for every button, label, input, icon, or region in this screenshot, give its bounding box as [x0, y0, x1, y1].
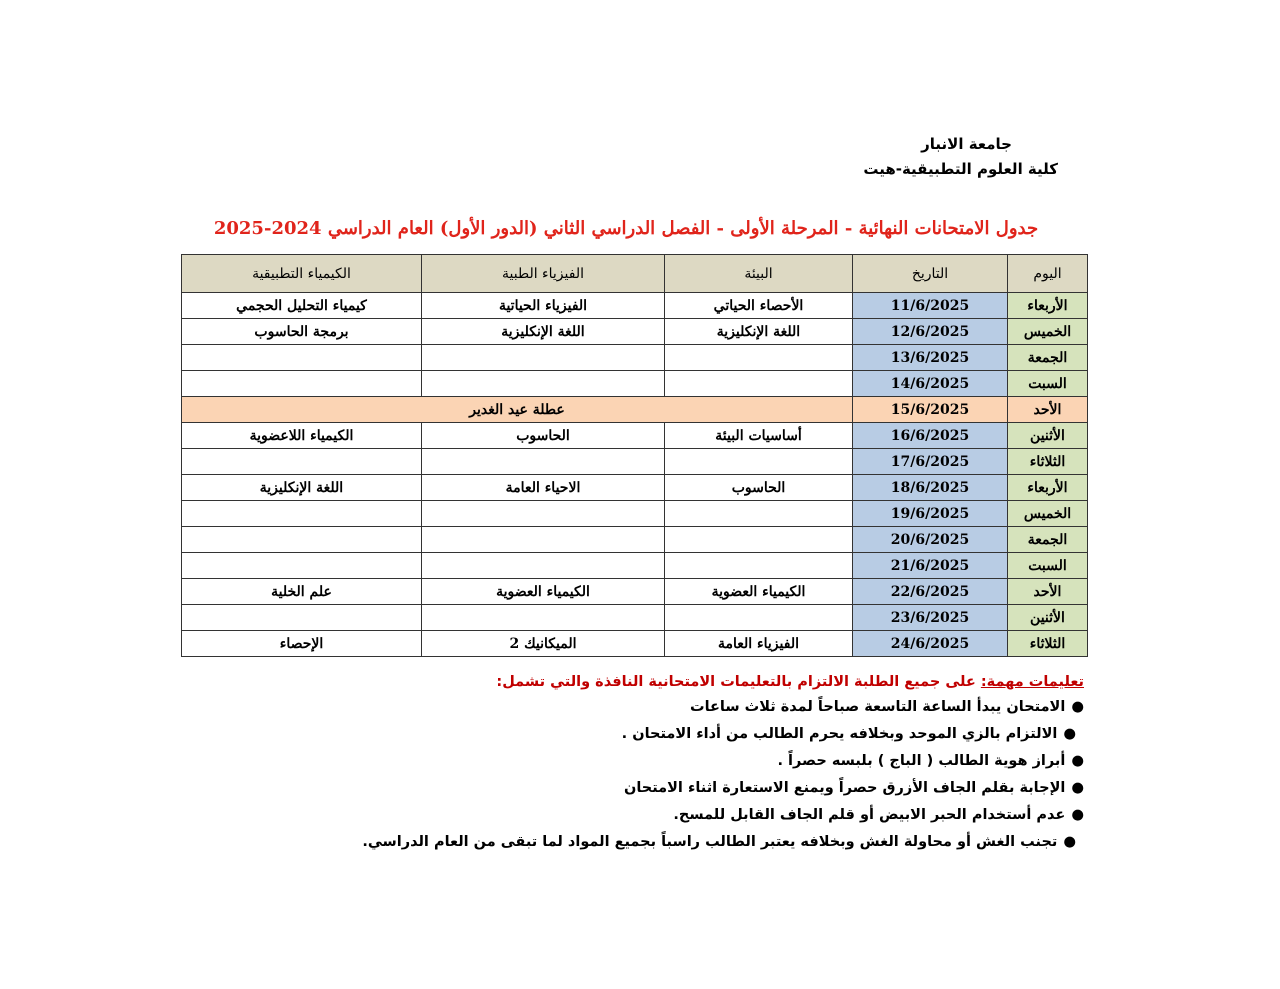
table-row [182, 501, 1088, 527]
environment-cell: أساسيات البيئة [665, 423, 853, 449]
environment-cell [665, 527, 853, 553]
table-row [182, 345, 1088, 371]
list-item [364, 775, 1084, 802]
medical-physics-cell [422, 527, 665, 553]
date-cell: 12/6/2025 [853, 319, 1008, 345]
instruction-text: الإجابة بقلم الجاف الأزرق حصراً ويمنع الاستعارة اثناء الامتحان [623, 780, 1066, 796]
applied-chemistry-cell [182, 527, 422, 553]
bullet-icon: ● [1071, 807, 1084, 823]
bullet-icon: ● [1071, 699, 1084, 715]
table-row [182, 631, 1088, 657]
applied-chemistry-cell: علم الخلية [182, 579, 422, 605]
table-row [182, 527, 1088, 553]
day-cell: الأثنين [1008, 423, 1088, 449]
date-cell: 11/6/2025 [853, 293, 1008, 319]
medical-physics-cell [422, 501, 665, 527]
table-row [182, 553, 1088, 579]
day-cell: الخميس [1008, 319, 1088, 345]
instructions-heading [364, 674, 1084, 690]
medical-physics-cell: الفيزياء الحياتية [422, 293, 665, 319]
environment-cell [665, 553, 853, 579]
applied-chemistry-cell [182, 449, 422, 475]
header-medical-physics: الفيزياء الطبية [422, 255, 665, 293]
date-cell: 15/6/2025 [853, 397, 1008, 423]
table-row [182, 293, 1088, 319]
list-item [364, 829, 1084, 856]
date-cell: 24/6/2025 [853, 631, 1008, 657]
environment-cell: الفيزياء العامة [665, 631, 853, 657]
environment-cell [665, 501, 853, 527]
bullet-icon: ● [1071, 780, 1084, 796]
day-cell: الأربعاء [1008, 293, 1088, 319]
applied-chemistry-cell: برمجة الحاسوب [182, 319, 422, 345]
holiday-row [182, 397, 1088, 423]
bullet-icon: ● [1063, 726, 1076, 742]
header-environment: البيئة [665, 255, 853, 293]
applied-chemistry-cell [182, 371, 422, 397]
medical-physics-cell [422, 449, 665, 475]
document-header [758, 132, 1058, 182]
instruction-text: الامتحان يبدأ الساعة التاسعة صباحاً لمدة ثلاث ساعات [690, 699, 1066, 715]
instruction-text: أبراز هوية الطالب ( الباج ) بلبسه حصراً . [777, 753, 1066, 769]
table-row [182, 423, 1088, 449]
instruction-text: عدم أستخدام الحبر الابيض أو قلم الجاف القابل للمسح. [673, 807, 1066, 823]
date-cell: 20/6/2025 [853, 527, 1008, 553]
medical-physics-cell [422, 605, 665, 631]
instruction-text: الالتزام بالزي الموحد وبخلافه يحرم الطالب من أداء الامتحان . [621, 726, 1058, 742]
table-row [182, 371, 1088, 397]
applied-chemistry-cell: الكيمياء اللاعضوية [182, 423, 422, 449]
day-cell: الثلاثاء [1008, 449, 1088, 475]
instructions-section [364, 674, 1084, 856]
day-cell: الثلاثاء [1008, 631, 1088, 657]
holiday-cell: عطلة عيد الغدير [182, 397, 853, 423]
list-item [364, 802, 1084, 829]
medical-physics-cell: اللغة الإنكليزية [422, 319, 665, 345]
applied-chemistry-cell: كيمياء التحليل الحجمي [182, 293, 422, 319]
day-cell: الجمعة [1008, 527, 1088, 553]
day-cell: الأحد [1008, 397, 1088, 423]
table-row [182, 449, 1088, 475]
header-date: التاريخ [853, 255, 1008, 293]
applied-chemistry-cell [182, 501, 422, 527]
header-day: اليوم [1008, 255, 1088, 293]
environment-cell [665, 371, 853, 397]
bullet-icon: ● [1071, 753, 1084, 769]
applied-chemistry-cell [182, 553, 422, 579]
day-cell: الأربعاء [1008, 475, 1088, 501]
instructions-intro: على جميع الطلبة الالتزام بالتعليمات الامتحانية النافذة والتي تشمل: [496, 674, 981, 690]
environment-cell: الأحصاء الحياتي [665, 293, 853, 319]
date-cell: 23/6/2025 [853, 605, 1008, 631]
applied-chemistry-cell: اللغة الإنكليزية [182, 475, 422, 501]
date-cell: 22/6/2025 [853, 579, 1008, 605]
day-cell: السبت [1008, 553, 1088, 579]
instructions-label: تعليمات مهمة: [980, 674, 1084, 690]
environment-cell [665, 605, 853, 631]
header-applied-chemistry: الكيمياء التطبيقية [182, 255, 422, 293]
environment-cell [665, 345, 853, 371]
applied-chemistry-cell [182, 345, 422, 371]
day-cell: الأثنين [1008, 605, 1088, 631]
day-cell: السبت [1008, 371, 1088, 397]
table-row [182, 475, 1088, 501]
university-name: جامعة الانبار [921, 135, 1012, 153]
medical-physics-cell [422, 371, 665, 397]
table-row [182, 319, 1088, 345]
date-cell: 21/6/2025 [853, 553, 1008, 579]
day-cell: الجمعة [1008, 345, 1088, 371]
medical-physics-cell: الميكانيك 2 [422, 631, 665, 657]
medical-physics-cell [422, 553, 665, 579]
college-name: كلية العلوم التطبيقية-هيت [863, 160, 1058, 178]
instruction-text: تجنب الغش أو محاولة الغش وبخلافه يعتبر الطالب راسباً بجميع المواد لما تبقى من العام الدراسي. [362, 834, 1058, 850]
list-item [364, 694, 1084, 721]
date-cell: 17/6/2025 [853, 449, 1008, 475]
day-cell: الأحد [1008, 579, 1088, 605]
table-header-row [182, 255, 1088, 293]
bullet-icon: ● [1063, 834, 1076, 850]
list-item [364, 721, 1084, 748]
exam-schedule-table [181, 254, 1088, 657]
page-title: جدول الامتحانات النهائية - المرحلة الأولى - الفصل الدراسي الثاني (الدور الأول) العام الدراسي 2024-2025 [213, 218, 1039, 239]
list-item [364, 748, 1084, 775]
medical-physics-cell: الاحياء العامة [422, 475, 665, 501]
medical-physics-cell: الكيمياء العضوية [422, 579, 665, 605]
applied-chemistry-cell [182, 605, 422, 631]
day-cell: الخميس [1008, 501, 1088, 527]
table-row [182, 579, 1088, 605]
date-cell: 16/6/2025 [853, 423, 1008, 449]
applied-chemistry-cell: الإحصاء [182, 631, 422, 657]
table-row [182, 605, 1088, 631]
medical-physics-cell [422, 345, 665, 371]
environment-cell: الكيمياء العضوية [665, 579, 853, 605]
date-cell: 13/6/2025 [853, 345, 1008, 371]
environment-cell: الحاسوب [665, 475, 853, 501]
instructions-list [364, 694, 1084, 856]
date-cell: 18/6/2025 [853, 475, 1008, 501]
medical-physics-cell: الحاسوب [422, 423, 665, 449]
environment-cell [665, 449, 853, 475]
date-cell: 14/6/2025 [853, 371, 1008, 397]
environment-cell: اللغة الإنكليزية [665, 319, 853, 345]
date-cell: 19/6/2025 [853, 501, 1008, 527]
